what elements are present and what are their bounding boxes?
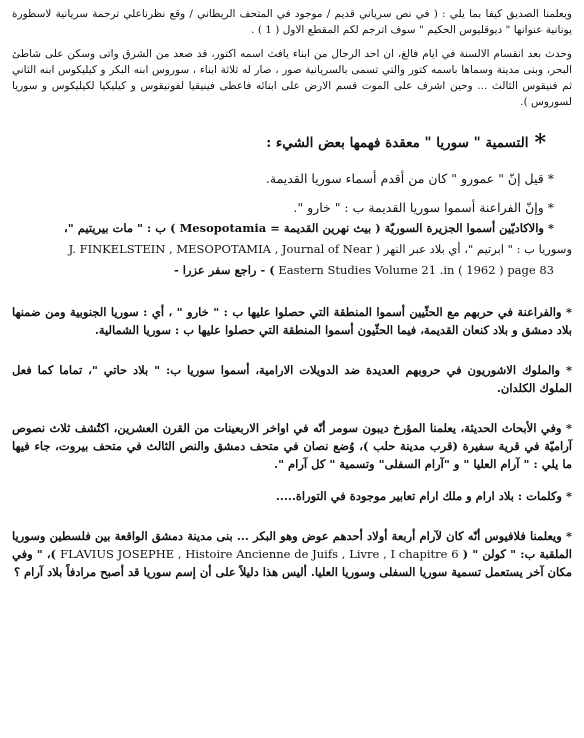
reference-line [12,260,572,281]
paragraph: * وكلمات : بلاد ارام و ملك ارام تعابير موجودة في التوراة..... [275,489,572,503]
paragraph [12,527,572,581]
intro-quote: ويعلمنا الصديق كيفا بما يلي : ( في نص سرياني قديم / موجود في المتحف الريطاني / وقع نظرناعلي ترجمة سريانية لاسطورة يونانية عنوانها " ديوقليوس الحكيم " سوف اترجم لكم المقطع الاول ( 1 ) . [12,8,572,36]
section-heading [12,132,562,154]
reference-arabic: ) - راجع سفر عزرا - [173,263,275,277]
paragraph: * والفراعنة في حربهم مع الحثّيين أسموا المنطقة التي حصلوا عليها ب : " خارو " ، أي : سوريا الجنوبية ومن ضمنها بلاد دمشق و بلاد كنعان القديمة، فيما الحثّيون أسموا المنطقة التي حصلوا عليها ب : سوريا الشمالية. [12,305,572,337]
reference-line [12,239,572,260]
paragraph-text: )، " وفي مكان آخر يستعمل تسمية سوريا السفلى وسوريا العليا. أليس هذا دليلاً على أن إسم سوريا قد أصبح مرادفاً بلاد آرام ؟ [12,547,572,579]
section-heading-text: التسمية " سوريا " معقدة فهمها بعض الشيء : [266,135,529,151]
paragraph: * وفي الأبحاث الحديثة، يعلمنا المؤرخ ديبون سومر أنّه في اواخر الاربعينات من القرن العشرين، اكتُشف ثلاث نصوص آراميّة في قرية سفيرة (قرب مدينة حلب )، وُضع نصان في متحف دمشق والنص الثالث في متحف بيروت، جاء فيها ما يلي : " آرام العليا " و "آرام السفلى" وتسمية " كل آرام ". [12,421,572,471]
paragraph-text: وسوريا الملقبة ب: " كولن " ( [12,529,573,561]
paragraph: * والملوك الاشوريون في حروبهم العديدة ضد الدويلات الارامية، أسموا سوريا ب: " بلاد حاتي "، تماما كما فعل الملوك الكلدان. [12,363,572,395]
reference-latin: FLAVIUS JOSEPHE , Histoire Ancienne de Juifs , Livre , I chapitre 6 [60,547,459,561]
paragraph-text: * ويعلمنا فلافيوس أنّه كان لآرام أربعة أولاد أحدهم عوض وهو البكر ... بنى مدينة دمشق الواقعة بين فلسطين [49,529,572,543]
reference-latin: Eastern Studies Volume 21 .in ( 1962 ) page 83 [278,263,554,277]
bullet-star-icon: * [534,130,546,156]
list-item: * وإنّ الفراعنة أسموا سوريا القديمة ب : " خارو ". [293,200,554,215]
list-item: * قيل إنّ " عمورو " كان من أقدم أسماء سوريا القديمة. [265,171,554,186]
reference-arabic: وسوريا ب : " ابرتيم "، أي بلاد عبر النهر ( [375,242,572,256]
list-item: * والاكاديّين أسموا الجزيرة السوريّة ( بيث نهرين القديمة = Mesopotamia ) ب : " مات بيريتيم "، [64,221,554,235]
reference-latin: J. FINKELSTEIN , MESOPOTAMIA , Journal of Near [68,242,372,256]
intro-story: وحدث بعد انقسام الالسنة في ايام فالغ، ان احد الرجال من ابناء يافث اسمه اكتور، قد صعد من الشرق واتى وسكن على شاطئ البحر، وبنى مدينة وسماها باسمه كتور والتي تسمى بالسريانية صور ، صار له ثلاثة ابناء ، سوروس ابنه البكر و كيليكوس ابنه الثاني ثم فنيقوس الثالث ... وحين اشرف على الموت قسم الارض على ابنائه فاعطى فينيقيا لفونيقوس و كيليكيا لكيليكوس و سوريا لسوروس ). [12,48,572,108]
